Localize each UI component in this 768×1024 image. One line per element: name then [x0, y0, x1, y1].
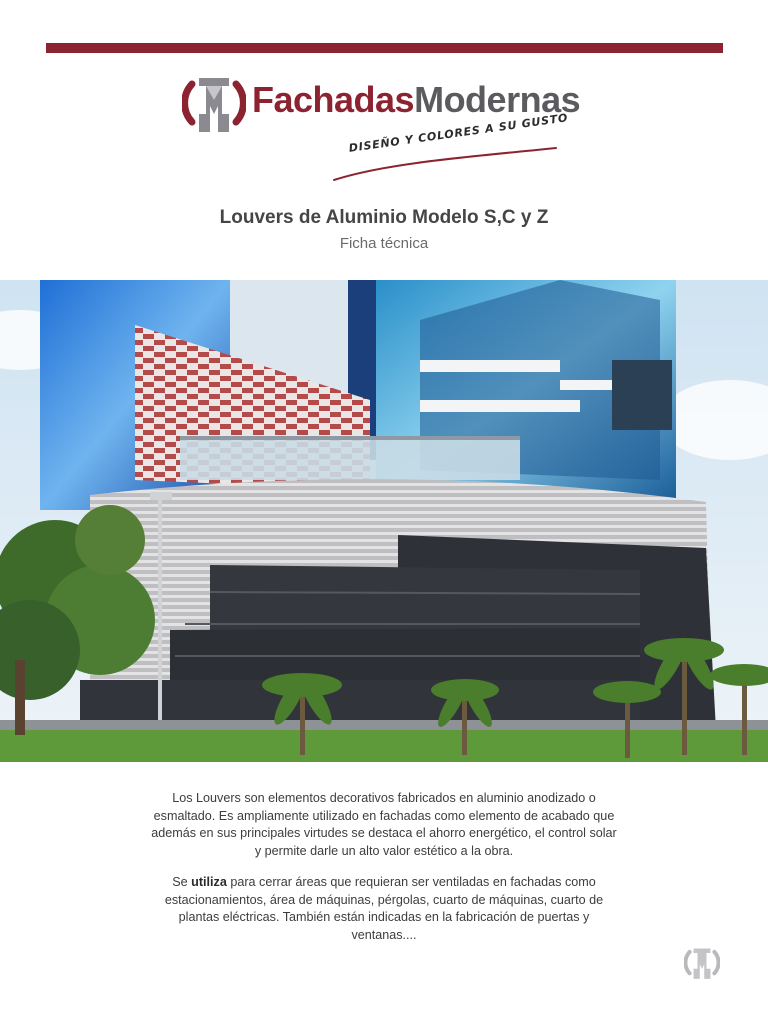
tagline-text: DISEÑO Y COLORES A SU GUSTO: [348, 111, 569, 155]
brand-name-part2: Modernas: [414, 79, 581, 120]
description-paragraph-1: Los Louvers son elementos decorativos fabricados en aluminio anodizado o esmaltado. Es ampliamente utilizado en fachadas como elemento de acabado que además en sus principales virtudes se destaca el ahorro energético, el control solar y permite darle un alto valor estético a la obra.: [151, 791, 617, 858]
building-photo: [0, 280, 768, 762]
document-subtitle: Ficha técnica: [339, 235, 429, 252]
brand-tagline: [330, 111, 570, 188]
building-illustration: [0, 280, 768, 762]
brand-name-part1: Fachadas: [252, 79, 415, 120]
top-accent-bar: [46, 43, 723, 53]
document-title: Louvers de Aluminio Modelo S,C y Z: [219, 207, 549, 228]
paragraph2-rest: para cerrar áreas que requieran ser ventiladas en fachadas como estacionamientos, área de máquinas, pérgolas, cuarto de máquinas, cuarto de plantas eléctricas. También están indicadas en la fabricación de puertas y ventanas....: [164, 875, 604, 942]
fm-monogram-icon: [182, 70, 246, 134]
fm-monogram-icon: [684, 944, 720, 980]
description-paragraph-2: [150, 874, 618, 944]
paragraph2-bold: utiliza: [191, 875, 227, 889]
paragraph2-lead: Se: [172, 875, 192, 889]
